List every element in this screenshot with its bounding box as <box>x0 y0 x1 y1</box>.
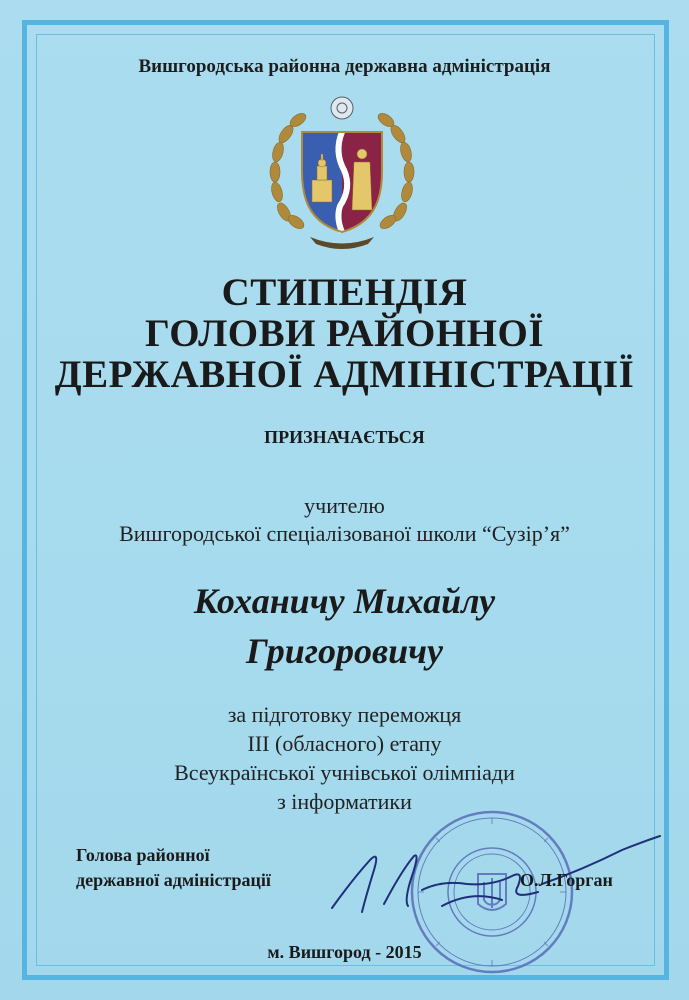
title-line-1: СТИПЕНДІЯ <box>221 271 468 314</box>
signatory-title-line-2: державної адміністрації <box>76 870 271 890</box>
recipient-role: учителю <box>304 493 385 518</box>
handwritten-signature-icon <box>292 820 672 930</box>
administration-header: Вишгородська районна державна адміністрація <box>138 56 551 77</box>
reason-line-4: з інформатики <box>277 789 412 814</box>
title-line-2: ГОЛОВИ РАЙОННОЇ <box>144 312 545 355</box>
place-date: м. Вишгород - 2015 <box>267 942 422 962</box>
district-coat-of-arms-icon <box>262 92 422 252</box>
reason-line-2: ІІІ (обласного) етапу <box>247 731 442 756</box>
signatory-title-line-1: Голова районної <box>76 845 210 865</box>
title-line-3: ДЕРЖАВНОЇ АДМІНІСТРАЦІЇ <box>54 353 635 396</box>
recipient-name-line-1: Коханичу Михайлу <box>193 581 496 621</box>
signatory-name: О.Л.Горган <box>520 870 613 890</box>
reason-line-3: Всеукраїнської учнівської олімпіади <box>174 760 515 785</box>
recipient-name-line-2: Григоровичу <box>245 631 444 671</box>
recipient-school: Вишгородської спеціалізованої школи “Сузір’я” <box>119 521 570 546</box>
appointed-label: ПРИЗНАЧАЄТЬСЯ <box>264 427 425 447</box>
reason-line-1: за підготовку переможця <box>227 702 462 727</box>
